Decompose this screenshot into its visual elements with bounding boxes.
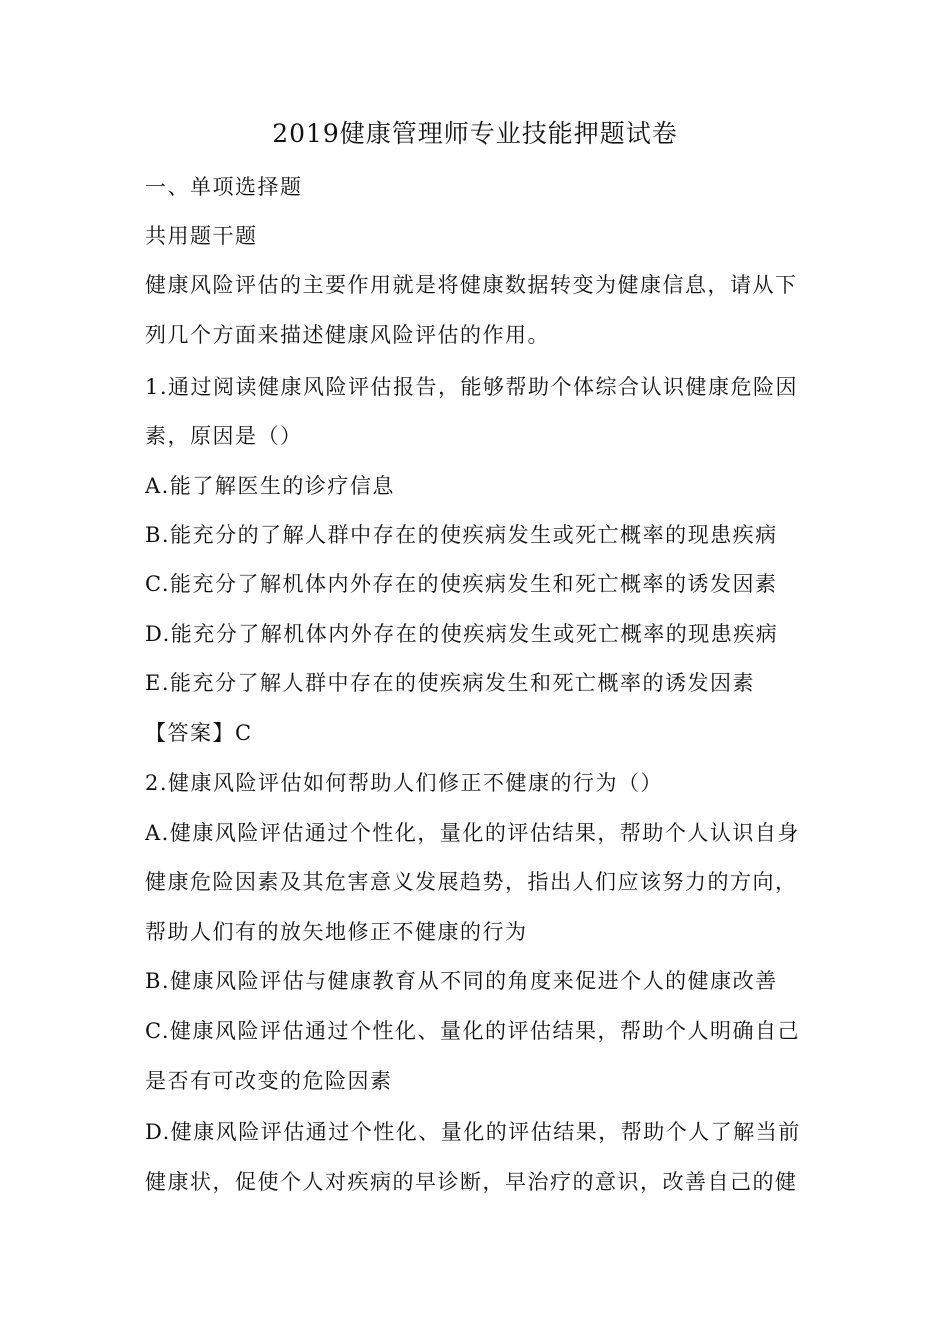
subsection-heading: 共用题干题 (145, 224, 258, 248)
option-a-continued: 帮助人们有的放矢地修正不健康的行为 (145, 920, 528, 944)
question-1-text: 素，原因是（） (145, 424, 303, 448)
option-d: D.能充分了解机体内外存在的使疾病发生或死亡概率的现患疾病 (145, 622, 779, 646)
stem-line: 列几个方面来描述健康风险评估的作用。 (145, 323, 550, 347)
section-heading: 一、单项选择题 (145, 175, 303, 199)
question-2-text: 2.健康风险评估如何帮助人们修正不健康的行为（） (145, 771, 664, 795)
option-e: E.能充分了解人群中存在的使疾病发生和死亡概率的诱发因素 (145, 671, 756, 695)
option-a-continued: 健康危险因素及其危害意义发展趋势，指出人们应该努力的方向， (145, 870, 798, 894)
question-1-text: 1.通过阅读健康风险评估报告，能够帮助个体综合认识健康危险因 (145, 375, 799, 399)
option-a: A.能了解医生的诊疗信息 (145, 474, 395, 498)
option-c: C.健康风险评估通过个性化、量化的评估结果，帮助个人明确自己 (145, 1019, 800, 1043)
option-b: B.能充分的了解人群中存在的使疾病发生或死亡概率的现患疾病 (145, 523, 778, 547)
option-a: A.健康风险评估通过个性化，量化的评估结果，帮助个人认识自身 (145, 821, 800, 845)
option-b: B.健康风险评估与健康教育从不同的角度来促进个人的健康改善 (145, 969, 778, 993)
option-d: D.健康风险评估通过个性化、量化的评估结果，帮助个人了解当前 (145, 1120, 801, 1144)
option-d-continued: 健康状，促使个人对疾病的早诊断，早治疗的意识，改善自己的健 (145, 1170, 798, 1194)
answer-line: 【答案】C (145, 721, 253, 745)
document-title: 2019健康管理师专业技能押题试卷 (272, 119, 678, 148)
option-c-continued: 是否有可改变的危险因素 (145, 1069, 393, 1093)
option-c: C.能充分了解机体内外存在的使疾病发生和死亡概率的诱发因素 (145, 572, 778, 596)
stem-line: 健康风险评估的主要作用就是将健康数据转变为健康信息，请从下 (145, 273, 798, 297)
